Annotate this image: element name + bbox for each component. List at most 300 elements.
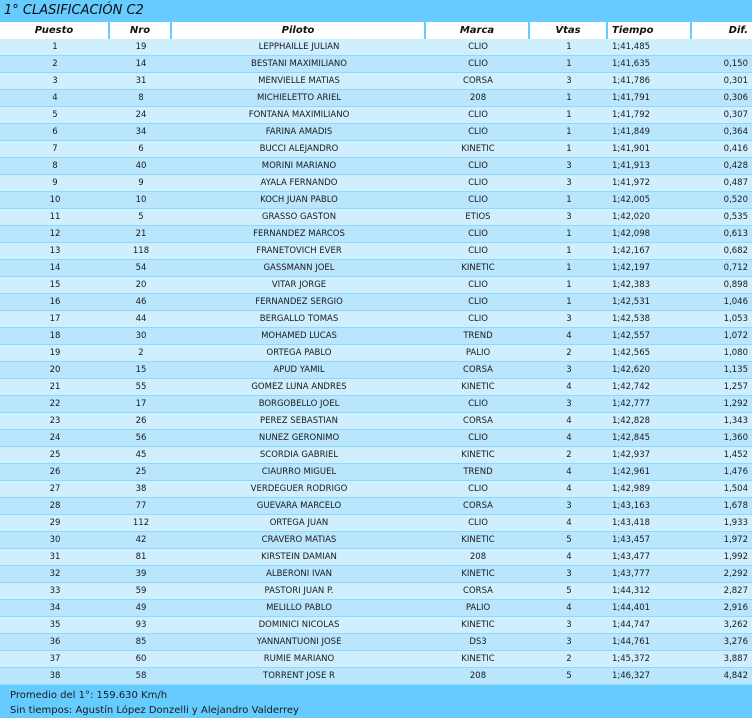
- nro-cell: 8: [110, 90, 172, 107]
- column-header-nro: Nro: [110, 22, 172, 39]
- dif-cell: 3,276: [692, 634, 752, 651]
- tiempo-cell: 1;41,972: [608, 175, 692, 192]
- piloto-cell: BORGOBELLO JOEL: [172, 396, 426, 413]
- dif-cell: [692, 39, 752, 56]
- vtas-cell: 3: [530, 158, 608, 175]
- puesto-cell: 23: [0, 413, 110, 430]
- average-speed-note: Promedio del 1°: 159.630 Km/h: [10, 690, 168, 701]
- piloto-cell: FONTANA MAXIMILIANO: [172, 107, 426, 124]
- nro-cell: 42: [110, 532, 172, 549]
- marca-cell: CORSA: [426, 583, 530, 600]
- vtas-cell: 3: [530, 566, 608, 583]
- vtas-cell: 3: [530, 209, 608, 226]
- piloto-cell: PASTORI JUAN P.: [172, 583, 426, 600]
- nro-cell: 26: [110, 413, 172, 430]
- tiempo-cell: 1;42,620: [608, 362, 692, 379]
- table-row: [0, 481, 752, 498]
- piloto-cell: PEREZ SEBASTIAN: [172, 413, 426, 430]
- puesto-cell: 8: [0, 158, 110, 175]
- dif-cell: 0,150: [692, 56, 752, 73]
- nro-cell: 77: [110, 498, 172, 515]
- nro-cell: 31: [110, 73, 172, 90]
- piloto-cell: AYALA FERNANDO: [172, 175, 426, 192]
- vtas-cell: 3: [530, 362, 608, 379]
- tiempo-cell: 1;44,401: [608, 600, 692, 617]
- marca-cell: KINETIC: [426, 651, 530, 668]
- vtas-cell: 4: [530, 379, 608, 396]
- tiempo-cell: 1;41,786: [608, 73, 692, 90]
- piloto-cell: YANNANTUONI JOSE: [172, 634, 426, 651]
- tiempo-cell: 1;41,901: [608, 141, 692, 158]
- dif-cell: 0,487: [692, 175, 752, 192]
- nro-cell: 6: [110, 141, 172, 158]
- column-header-marca: Marca: [426, 22, 530, 39]
- tiempo-cell: 1;41,792: [608, 107, 692, 124]
- puesto-cell: 1: [0, 39, 110, 56]
- tiempo-cell: 1;43,457: [608, 532, 692, 549]
- marca-cell: CLIO: [426, 481, 530, 498]
- nro-cell: 25: [110, 464, 172, 481]
- nro-cell: 118: [110, 243, 172, 260]
- tiempo-cell: 1;45,372: [608, 651, 692, 668]
- marca-cell: PALIO: [426, 345, 530, 362]
- table-row: [0, 73, 752, 90]
- dif-cell: 1,292: [692, 396, 752, 413]
- nro-cell: 55: [110, 379, 172, 396]
- table-row: [0, 294, 752, 311]
- puesto-cell: 7: [0, 141, 110, 158]
- piloto-cell: GRASSO GASTON: [172, 209, 426, 226]
- nro-cell: 38: [110, 481, 172, 498]
- piloto-cell: MOHAMED LUCAS: [172, 328, 426, 345]
- piloto-cell: BUCCI ALEJANDRO: [172, 141, 426, 158]
- dif-cell: 1,678: [692, 498, 752, 515]
- piloto-cell: KOCH JUAN PABLO: [172, 192, 426, 209]
- vtas-cell: 1: [530, 192, 608, 209]
- marca-cell: CLIO: [426, 56, 530, 73]
- vtas-cell: 4: [530, 464, 608, 481]
- marca-cell: CLIO: [426, 294, 530, 311]
- marca-cell: CLIO: [426, 277, 530, 294]
- tiempo-cell: 1;41,485: [608, 39, 692, 56]
- puesto-cell: 20: [0, 362, 110, 379]
- tiempo-cell: 1;46,327: [608, 668, 692, 685]
- vtas-cell: 2: [530, 447, 608, 464]
- piloto-cell: LEPPHAILLE JULIAN: [172, 39, 426, 56]
- nro-cell: 45: [110, 447, 172, 464]
- dif-cell: 1,360: [692, 430, 752, 447]
- table-row: [0, 600, 752, 617]
- marca-cell: 208: [426, 90, 530, 107]
- page-title: 1° CLASIFICACIÓN C2: [4, 3, 144, 18]
- marca-cell: CLIO: [426, 430, 530, 447]
- dif-cell: 1,452: [692, 447, 752, 464]
- vtas-cell: 4: [530, 413, 608, 430]
- vtas-cell: 4: [530, 328, 608, 345]
- tiempo-cell: 1;42,098: [608, 226, 692, 243]
- puesto-cell: 12: [0, 226, 110, 243]
- table-row: [0, 515, 752, 532]
- nro-cell: 60: [110, 651, 172, 668]
- dif-cell: 1,992: [692, 549, 752, 566]
- marca-cell: CLIO: [426, 124, 530, 141]
- marca-cell: PALIO: [426, 600, 530, 617]
- table-row: [0, 532, 752, 549]
- dif-cell: 4,842: [692, 668, 752, 685]
- nro-cell: 56: [110, 430, 172, 447]
- piloto-cell: FARINA AMADIS: [172, 124, 426, 141]
- piloto-cell: BESTANI MAXIMILIANO: [172, 56, 426, 73]
- dif-cell: 1,046: [692, 294, 752, 311]
- puesto-cell: 11: [0, 209, 110, 226]
- puesto-cell: 13: [0, 243, 110, 260]
- tiempo-cell: 1;43,477: [608, 549, 692, 566]
- tiempo-cell: 1;44,761: [608, 634, 692, 651]
- table-row: [0, 311, 752, 328]
- vtas-cell: 5: [530, 668, 608, 685]
- piloto-cell: RUMIE MARIANO: [172, 651, 426, 668]
- vtas-cell: 1: [530, 39, 608, 56]
- table-header-row: [0, 22, 752, 39]
- marca-cell: DS3: [426, 634, 530, 651]
- nro-cell: 9: [110, 175, 172, 192]
- table-row: [0, 209, 752, 226]
- marca-cell: CORSA: [426, 498, 530, 515]
- tiempo-cell: 1;42,383: [608, 277, 692, 294]
- table-row: [0, 668, 752, 685]
- tiempo-cell: 1;42,167: [608, 243, 692, 260]
- marca-cell: CLIO: [426, 515, 530, 532]
- table-row: [0, 583, 752, 600]
- dif-cell: 0,712: [692, 260, 752, 277]
- tiempo-cell: 1;42,828: [608, 413, 692, 430]
- marca-cell: CLIO: [426, 396, 530, 413]
- puesto-cell: 38: [0, 668, 110, 685]
- dif-cell: 2,292: [692, 566, 752, 583]
- marca-cell: TREND: [426, 464, 530, 481]
- dif-cell: 1,257: [692, 379, 752, 396]
- vtas-cell: 1: [530, 56, 608, 73]
- tiempo-cell: 1;42,538: [608, 311, 692, 328]
- tiempo-cell: 1;41,635: [608, 56, 692, 73]
- results-table: [0, 22, 752, 685]
- vtas-cell: 1: [530, 226, 608, 243]
- table-row: [0, 464, 752, 481]
- puesto-cell: 18: [0, 328, 110, 345]
- puesto-cell: 36: [0, 634, 110, 651]
- puesto-cell: 28: [0, 498, 110, 515]
- piloto-cell: KIRSTEIN DAMIAN: [172, 549, 426, 566]
- puesto-cell: 29: [0, 515, 110, 532]
- dif-cell: 0,306: [692, 90, 752, 107]
- table-row: [0, 345, 752, 362]
- table-row: [0, 175, 752, 192]
- nro-cell: 44: [110, 311, 172, 328]
- nro-cell: 10: [110, 192, 172, 209]
- dif-cell: 0,520: [692, 192, 752, 209]
- table-row: [0, 328, 752, 345]
- table-row: [0, 396, 752, 413]
- table-row: [0, 277, 752, 294]
- puesto-cell: 31: [0, 549, 110, 566]
- marca-cell: CLIO: [426, 158, 530, 175]
- column-header-tiempo: Tiempo: [608, 22, 692, 39]
- column-header-vtas: Vtas: [530, 22, 608, 39]
- nro-cell: 19: [110, 39, 172, 56]
- puesto-cell: 35: [0, 617, 110, 634]
- footer-notes: [0, 688, 752, 718]
- marca-cell: CLIO: [426, 175, 530, 192]
- vtas-cell: 4: [530, 515, 608, 532]
- puesto-cell: 16: [0, 294, 110, 311]
- dif-cell: 1,135: [692, 362, 752, 379]
- piloto-cell: GASSMANN JOEL: [172, 260, 426, 277]
- nro-cell: 15: [110, 362, 172, 379]
- vtas-cell: 3: [530, 396, 608, 413]
- piloto-cell: ALBERONI IVAN: [172, 566, 426, 583]
- puesto-cell: 24: [0, 430, 110, 447]
- puesto-cell: 6: [0, 124, 110, 141]
- nro-cell: 93: [110, 617, 172, 634]
- tiempo-cell: 1;42,557: [608, 328, 692, 345]
- marca-cell: CORSA: [426, 362, 530, 379]
- puesto-cell: 22: [0, 396, 110, 413]
- piloto-cell: CIAURRO MIGUEL: [172, 464, 426, 481]
- puesto-cell: 30: [0, 532, 110, 549]
- puesto-cell: 2: [0, 56, 110, 73]
- puesto-cell: 33: [0, 583, 110, 600]
- marca-cell: CORSA: [426, 413, 530, 430]
- vtas-cell: 3: [530, 73, 608, 90]
- table-row: [0, 498, 752, 515]
- nro-cell: 81: [110, 549, 172, 566]
- dif-cell: 3,887: [692, 651, 752, 668]
- marca-cell: CORSA: [426, 73, 530, 90]
- marca-cell: 208: [426, 549, 530, 566]
- tiempo-cell: 1;42,020: [608, 209, 692, 226]
- piloto-cell: GUEVARA MARCELO: [172, 498, 426, 515]
- vtas-cell: 3: [530, 634, 608, 651]
- dif-cell: 0,307: [692, 107, 752, 124]
- dif-cell: 0,613: [692, 226, 752, 243]
- tiempo-cell: 1;43,163: [608, 498, 692, 515]
- marca-cell: CLIO: [426, 311, 530, 328]
- dif-cell: 1,343: [692, 413, 752, 430]
- table-row: [0, 158, 752, 175]
- vtas-cell: 1: [530, 107, 608, 124]
- tiempo-cell: 1;44,747: [608, 617, 692, 634]
- vtas-cell: 1: [530, 141, 608, 158]
- dif-cell: 1,080: [692, 345, 752, 362]
- vtas-cell: 2: [530, 651, 608, 668]
- puesto-cell: 32: [0, 566, 110, 583]
- puesto-cell: 14: [0, 260, 110, 277]
- puesto-cell: 37: [0, 651, 110, 668]
- puesto-cell: 34: [0, 600, 110, 617]
- table-row: [0, 651, 752, 668]
- table-row: [0, 124, 752, 141]
- vtas-cell: 3: [530, 498, 608, 515]
- dif-cell: 0,535: [692, 209, 752, 226]
- table-row: [0, 141, 752, 158]
- vtas-cell: 1: [530, 124, 608, 141]
- puesto-cell: 10: [0, 192, 110, 209]
- tiempo-cell: 1;42,742: [608, 379, 692, 396]
- vtas-cell: 3: [530, 617, 608, 634]
- vtas-cell: 4: [530, 481, 608, 498]
- piloto-cell: ORTEGA JUAN: [172, 515, 426, 532]
- nro-cell: 59: [110, 583, 172, 600]
- table-row: [0, 243, 752, 260]
- nro-cell: 39: [110, 566, 172, 583]
- marca-cell: TREND: [426, 328, 530, 345]
- nro-cell: 14: [110, 56, 172, 73]
- nro-cell: 21: [110, 226, 172, 243]
- puesto-cell: 27: [0, 481, 110, 498]
- table-row: [0, 107, 752, 124]
- nro-cell: 40: [110, 158, 172, 175]
- puesto-cell: 25: [0, 447, 110, 464]
- column-header-puesto: Puesto: [0, 22, 110, 39]
- puesto-cell: 17: [0, 311, 110, 328]
- piloto-cell: NUNEZ GERONIMO: [172, 430, 426, 447]
- marca-cell: CLIO: [426, 39, 530, 56]
- vtas-cell: 1: [530, 243, 608, 260]
- vtas-cell: 3: [530, 311, 608, 328]
- column-header-piloto: Piloto: [172, 22, 426, 39]
- tiempo-cell: 1;41,913: [608, 158, 692, 175]
- table-row: [0, 260, 752, 277]
- piloto-cell: APUD YAMIL: [172, 362, 426, 379]
- marca-cell: CLIO: [426, 192, 530, 209]
- vtas-cell: 1: [530, 260, 608, 277]
- dif-cell: 2,827: [692, 583, 752, 600]
- tiempo-cell: 1;42,937: [608, 447, 692, 464]
- nro-cell: 2: [110, 345, 172, 362]
- piloto-cell: FRANETOVICH EVER: [172, 243, 426, 260]
- marca-cell: CLIO: [426, 226, 530, 243]
- tiempo-cell: 1;44,312: [608, 583, 692, 600]
- tiempo-cell: 1;42,777: [608, 396, 692, 413]
- marca-cell: KINETIC: [426, 447, 530, 464]
- tiempo-cell: 1;41,791: [608, 90, 692, 107]
- vtas-cell: 1: [530, 90, 608, 107]
- vtas-cell: 4: [530, 549, 608, 566]
- table-row: [0, 413, 752, 430]
- puesto-cell: 4: [0, 90, 110, 107]
- vtas-cell: 4: [530, 430, 608, 447]
- vtas-cell: 5: [530, 583, 608, 600]
- tiempo-cell: 1;43,418: [608, 515, 692, 532]
- table-row: [0, 56, 752, 73]
- dif-cell: 1,933: [692, 515, 752, 532]
- dif-cell: 0,416: [692, 141, 752, 158]
- dif-cell: 1,972: [692, 532, 752, 549]
- marca-cell: KINETIC: [426, 617, 530, 634]
- dif-cell: 0,364: [692, 124, 752, 141]
- piloto-cell: GOMEZ LUNA ANDRES: [172, 379, 426, 396]
- dif-cell: 0,898: [692, 277, 752, 294]
- puesto-cell: 5: [0, 107, 110, 124]
- tiempo-cell: 1;41,849: [608, 124, 692, 141]
- nro-cell: 30: [110, 328, 172, 345]
- tiempo-cell: 1;42,565: [608, 345, 692, 362]
- nro-cell: 24: [110, 107, 172, 124]
- piloto-cell: VITAR JORGE: [172, 277, 426, 294]
- table-row: [0, 192, 752, 209]
- dif-cell: 1,072: [692, 328, 752, 345]
- vtas-cell: 5: [530, 532, 608, 549]
- table-row: [0, 362, 752, 379]
- table-row: [0, 379, 752, 396]
- marca-cell: CLIO: [426, 107, 530, 124]
- dif-cell: 1,504: [692, 481, 752, 498]
- vtas-cell: 4: [530, 600, 608, 617]
- nro-cell: 20: [110, 277, 172, 294]
- table-row: [0, 430, 752, 447]
- marca-cell: ETIOS: [426, 209, 530, 226]
- nro-cell: 5: [110, 209, 172, 226]
- table-row: [0, 549, 752, 566]
- piloto-cell: MENVIELLE MATIAS: [172, 73, 426, 90]
- table-row: [0, 226, 752, 243]
- table-row: [0, 39, 752, 56]
- piloto-cell: ORTEGA PABLO: [172, 345, 426, 362]
- vtas-cell: 3: [530, 175, 608, 192]
- puesto-cell: 3: [0, 73, 110, 90]
- table-row: [0, 617, 752, 634]
- column-header-dif: Dif.: [692, 22, 752, 39]
- marca-cell: KINETIC: [426, 532, 530, 549]
- vtas-cell: 2: [530, 345, 608, 362]
- puesto-cell: 21: [0, 379, 110, 396]
- nro-cell: 85: [110, 634, 172, 651]
- tiempo-cell: 1;42,005: [608, 192, 692, 209]
- vtas-cell: 1: [530, 294, 608, 311]
- nro-cell: 49: [110, 600, 172, 617]
- tiempo-cell: 1;42,531: [608, 294, 692, 311]
- nro-cell: 17: [110, 396, 172, 413]
- piloto-cell: FERNANDEZ SERGIO: [172, 294, 426, 311]
- piloto-cell: MELILLO PABLO: [172, 600, 426, 617]
- piloto-cell: FERNANDEZ MARCOS: [172, 226, 426, 243]
- tiempo-cell: 1;42,961: [608, 464, 692, 481]
- marca-cell: KINETIC: [426, 141, 530, 158]
- marca-cell: KINETIC: [426, 379, 530, 396]
- nro-cell: 112: [110, 515, 172, 532]
- piloto-cell: CRAVERO MATIAS: [172, 532, 426, 549]
- piloto-cell: MORINI MARIANO: [172, 158, 426, 175]
- nro-cell: 54: [110, 260, 172, 277]
- puesto-cell: 26: [0, 464, 110, 481]
- dif-cell: 2,916: [692, 600, 752, 617]
- puesto-cell: 9: [0, 175, 110, 192]
- table-row: [0, 566, 752, 583]
- dif-cell: 1,476: [692, 464, 752, 481]
- dif-cell: 3,262: [692, 617, 752, 634]
- tiempo-cell: 1;42,197: [608, 260, 692, 277]
- marca-cell: KINETIC: [426, 260, 530, 277]
- dif-cell: 1,053: [692, 311, 752, 328]
- piloto-cell: DOMINICI NICOLAS: [172, 617, 426, 634]
- piloto-cell: MICHIELETTO ARIEL: [172, 90, 426, 107]
- marca-cell: CLIO: [426, 243, 530, 260]
- piloto-cell: BERGALLO TOMAS: [172, 311, 426, 328]
- table-row: [0, 447, 752, 464]
- dif-cell: 0,301: [692, 73, 752, 90]
- vtas-cell: 1: [530, 277, 608, 294]
- puesto-cell: 15: [0, 277, 110, 294]
